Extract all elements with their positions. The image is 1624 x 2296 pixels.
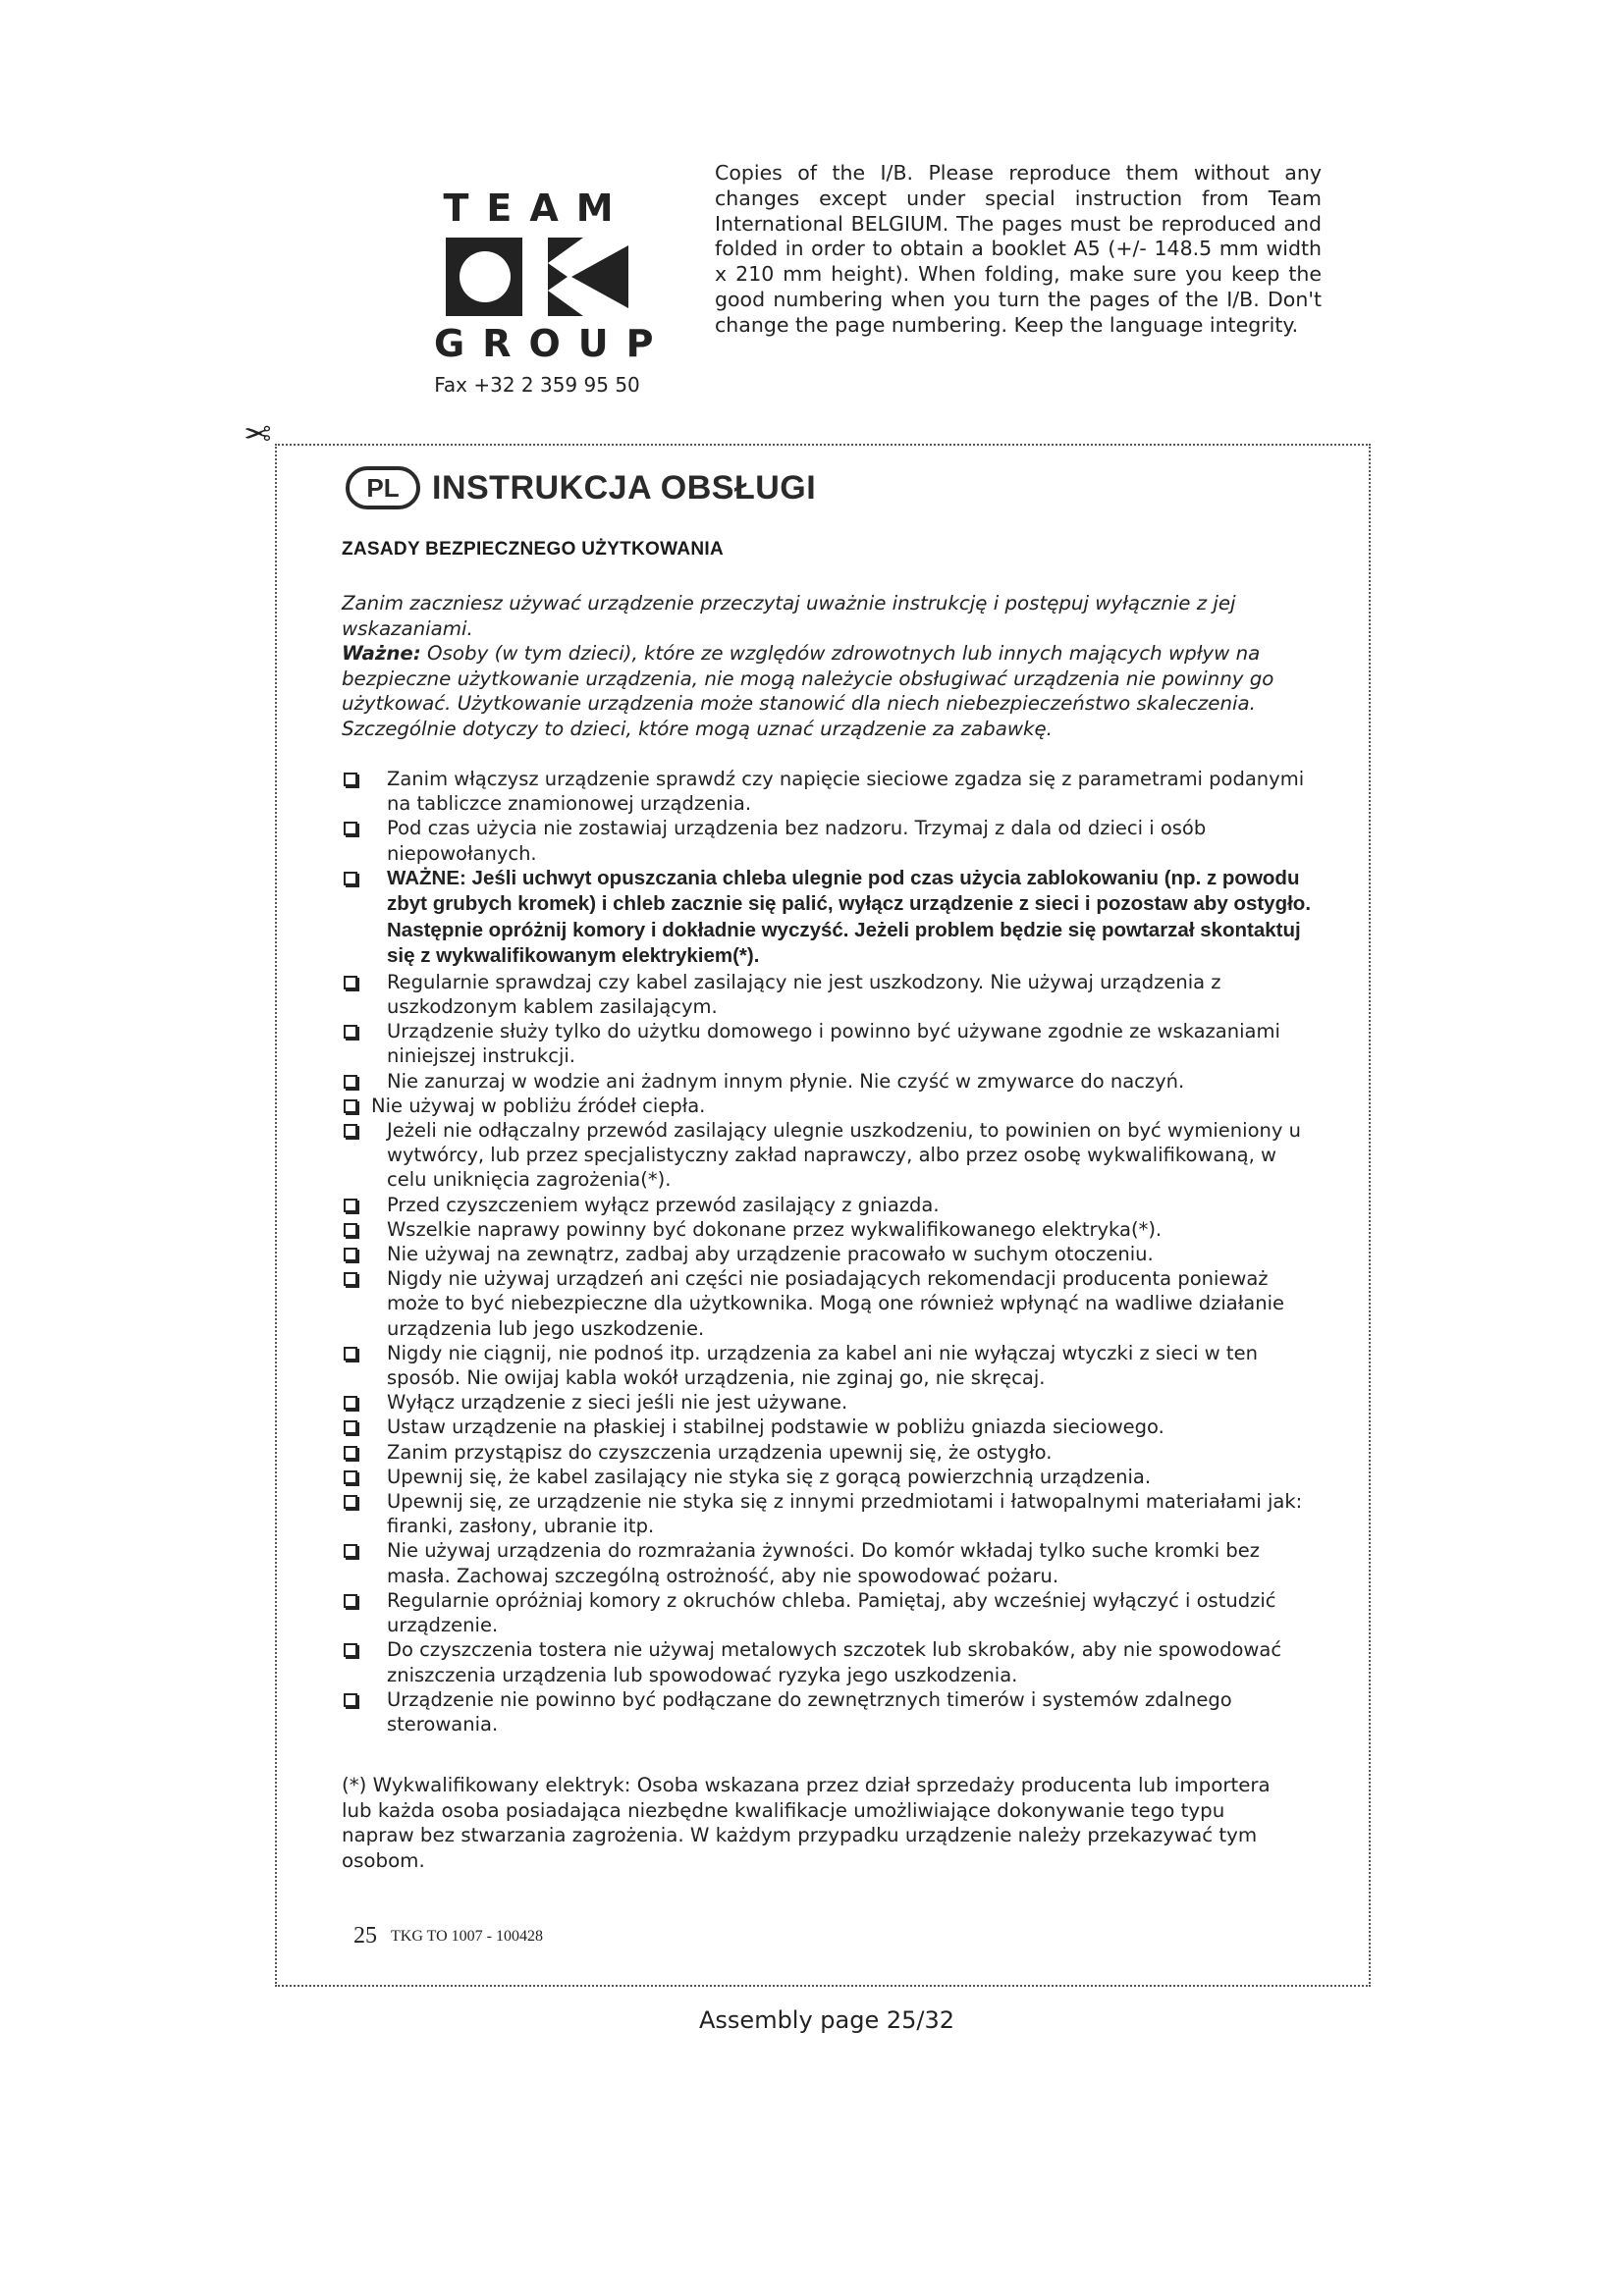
list-item: Upewnij się, ze urządzenie nie styka się z innymi przedmiotami i łatwopalnymi materiałami jak: firanki, zasłony, ubranie itp. [342, 1489, 1314, 1538]
checkbox-bullet-icon [344, 1075, 357, 1089]
checkbox-bullet-icon [344, 1643, 357, 1657]
qualified-electrician-footnote: (*) Wykwalifikowany elektryk: Osoba wskazana przez dział sprzedaży producenta lub importera lub każda osoba posiadająca niezbędne kwalifikacje umożliwiające dokonywanie tego typu napraw bez stwarzania zagrożenia. W każdym przypadku urządzenie należy przekazywać tym osobom. [342, 1774, 1271, 1872]
manual-title: INSTRUKCJA OBSŁUGI [432, 468, 817, 507]
list-item: Wszelkie naprawy powinny być dokonane przez wykwalifikowanego elektryka(*). [342, 1217, 1314, 1242]
model-code: TKG TO 1007 - 100428 [391, 1928, 543, 1945]
checkbox-bullet-icon [344, 1124, 357, 1138]
list-item: Nie używaj na zewnątrz, zadbaj aby urządzenie pracowało w suchym otoczeniu. [342, 1242, 1314, 1266]
list-item: Urządzenie nie powinno być podłączane do zewnętrznych timerów i systemów zdalnego sterowania. [342, 1687, 1314, 1736]
checkbox-bullet-icon [344, 1544, 357, 1558]
list-item-important: WAŻNE: Jeśli uchwyt opuszczania chleba ulegnie pod czas użycia zablokowaniu (np. z powodu zbyt grubych kromek) i chleb zacznie się palić, wyłącz urządzenie z sieci i pozostaw aby ostygło. Następnie opróżnij komory i dokładnie wyczyść. Jeżeli problem będzie się powtarzał skontaktuj się z wykwalifikowanym elektrykiem(*). [342, 866, 1314, 970]
team-group-logo [434, 187, 672, 397]
checkbox-bullet-icon [344, 1495, 357, 1509]
language-badge: PL [346, 466, 420, 509]
list-item: Regularnie sprawdzaj czy kabel zasilający nie jest uszkodzony. Nie używaj urządzenia z uszkodzonym kablem zasilającym. [342, 970, 1314, 1019]
important-text: Osoby (w tym dzieci), które ze względów zdrowotnych lub innych mających wpływ na bezpieczne użytkowanie urządzenia, nie mogą należycie obsługiwać urządzenia nie powinny go użytkować. Użytkowanie urządzenia może stanowić dla niech niebezpieczeństwo skaleczenia. Szczególnie dotyczy to dzieci, które mogą uznać urządzenie za zabawkę. [342, 642, 1274, 740]
list-item: Urządzenie służy tylko do użytku domowego i powinno być używane zgodnie ze wskazaniami niniejszej instrukcji. [342, 1019, 1314, 1068]
list-item: Nie zanurzaj w wodzie ani żadnym innym płynie. Nie czyść w zmywarce do naczyń. [342, 1069, 1314, 1094]
list-item: Pod czas użycia nie zostawiaj urządzenia bez nadzoru. Trzymaj z dala od dzieci i osób niepowołanych. [342, 816, 1314, 865]
list-item: Nie używaj w pobliżu źródeł ciepła. [342, 1094, 1314, 1118]
checkbox-bullet-icon [344, 822, 357, 835]
page-number: 25 [353, 1923, 377, 1949]
checkbox-bullet-icon [344, 1347, 357, 1361]
list-item: Nigdy nie używaj urządzeń ani części nie posiadających rekomendacji producenta ponieważ może to być niebezpieczne dla użytkownika. Mogą one również wpłynąć na wadliwe działanie urządzenia lub jego uszkodzenie. [342, 1266, 1314, 1341]
checkbox-bullet-icon [344, 1396, 357, 1410]
checkbox-bullet-icon [344, 1223, 357, 1237]
important-label: Ważne: [342, 642, 421, 665]
list-item: Nie używaj urządzenia do rozmrażania żywności. Do komór wkładaj tylko suche kromki bez masła. Zachowaj szczególną ostrożność, aby nie spowodować pożaru. [342, 1538, 1314, 1587]
section-title: ZASADY BEZPIECZNEGO UŻYTKOWANIA [342, 539, 724, 560]
intro-line: Zanim zaczniesz używać urządzenie przeczytaj uważnie instrukcję i postępuj wyłącznie z jej wskazaniami. [342, 592, 1236, 640]
checkbox-bullet-icon [344, 976, 357, 989]
checkbox-bullet-icon [344, 1446, 357, 1460]
checkbox-bullet-icon [344, 1248, 357, 1261]
list-item: Wyłącz urządzenie z sieci jeśli nie jest używane. [342, 1390, 1314, 1415]
checkbox-bullet-icon [344, 872, 357, 885]
list-item: Zanim włączysz urządzenie sprawdź czy napięcie sieciowe zgadza się z parametrami podanymi na tabliczce znamionowej urządzenia. [342, 767, 1314, 816]
list-item: Zanim przystąpisz do czyszczenia urządzenia upewnij się, że ostygło. [342, 1440, 1314, 1465]
assembly-page-label: Assembly page 25/32 [699, 2006, 955, 2034]
logo-word-team: TEAM [443, 187, 631, 230]
checkbox-bullet-icon [344, 1025, 357, 1039]
list-item: Nigdy nie ciągnij, nie podnoś itp. urządzenia za kabel ani nie wyłączaj wtyczki z sieci w ten sposób. Nie owijaj kabla wokół urządzenia, nie zginaj go, nie skręcaj. [342, 1341, 1314, 1390]
list-item: Regularnie opróżniaj komory z okruchów chleba. Pamiętaj, aby wcześniej wyłączyć i ostudzić urządzenie. [342, 1588, 1314, 1637]
checkbox-bullet-icon [344, 773, 357, 786]
list-item: Przed czyszczeniem wyłącz przewód zasilający z gniazda. [342, 1193, 1314, 1217]
safety-list [342, 767, 1314, 1736]
list-item: Ustaw urządzenie na płaskiej i stabilnej podstawie w pobliżu gniazda sieciowego. [342, 1415, 1314, 1439]
scissors-icon: ✂ [244, 412, 272, 452]
checkbox-bullet-icon [344, 1470, 357, 1484]
list-item: Jeżeli nie odłączalny przewód zasilający ulegnie uszkodzeniu, to powinien on być wymieniony u wytwórcy, lub przez specjalistyczny zakład naprawczy, albo przez osobę wykwalifikowaną, w celu uniknięcia zagrożenia(*). [342, 1118, 1314, 1193]
checkbox-bullet-icon [344, 1594, 357, 1608]
reproduction-instructions: Copies of the I/B. Please reproduce them without any changes except under special instruction from Team International BELGIUM. The pages must be reproduced and folded in order to obtain a booklet A5 (+/- 148.5 mm width x 210 mm height). When folding, make sure you keep the good numbering when you turn the pages of the I/B. Don't change the page numbering. Keep the language integrity. [715, 161, 1322, 337]
checkbox-bullet-icon [344, 1199, 357, 1212]
list-item: Do czyszczenia tostera nie używaj metalowych szczotek lub skrobaków, aby nie spowodować zniszczenia urządzenia lub spowodować ryzyka jego uszkodzenia. [342, 1637, 1314, 1686]
checkbox-bullet-icon [344, 1693, 357, 1707]
intro-paragraph [342, 591, 1284, 741]
logo-k-mark-icon [446, 238, 628, 316]
checkbox-bullet-icon [344, 1272, 357, 1286]
list-item: Upewnij się, że kabel zasilający nie styka się z gorącą powierzchnią urządzenia. [342, 1465, 1314, 1489]
checkbox-bullet-icon [344, 1420, 357, 1434]
logo-word-group: GROUP [434, 322, 672, 365]
checkbox-bullet-icon [344, 1099, 357, 1113]
fax-number: Fax +32 2 359 95 50 [434, 373, 640, 397]
manual-header [346, 466, 816, 509]
